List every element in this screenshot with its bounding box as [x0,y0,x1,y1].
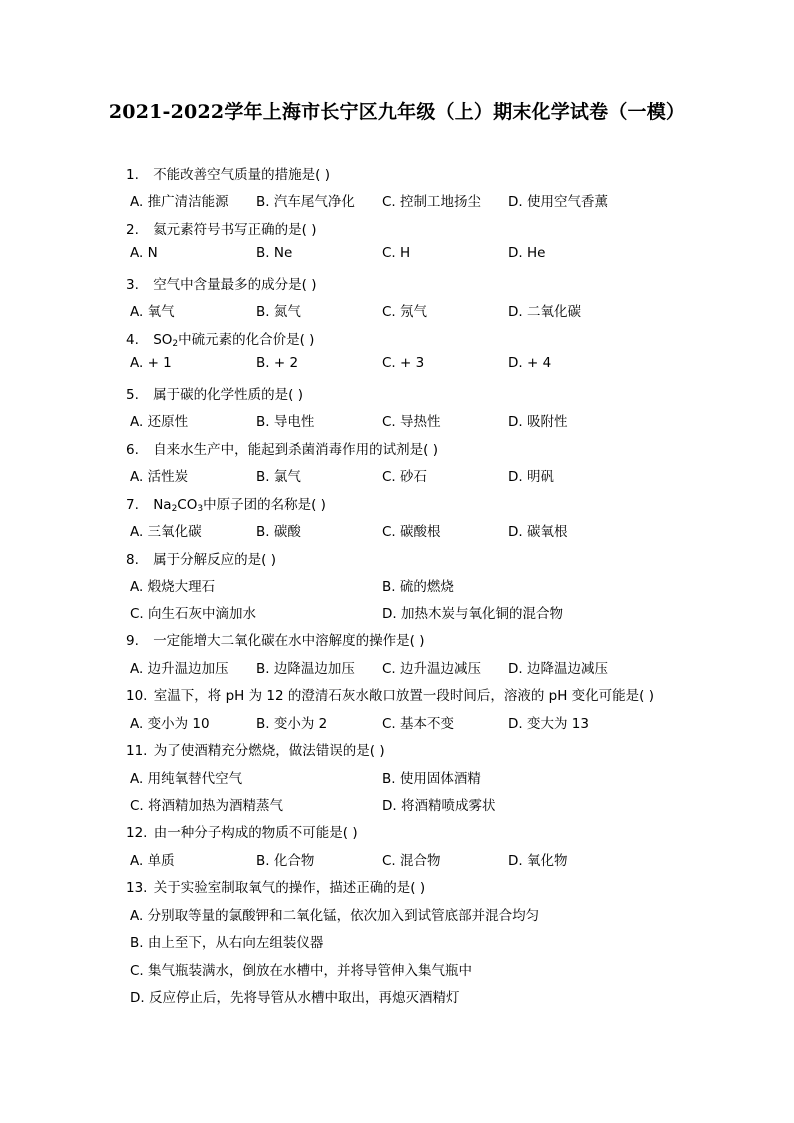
question-stem: 不能改善空气质量的措施是( ) [153,167,331,183]
option-c[interactable]: C. + 3 [382,355,425,371]
question-number: 1. [126,167,139,183]
page-title: 2021-2022学年上海市长宁区九年级（上）期末化学试卷（一模） [108,101,686,123]
question-2 [126,218,317,238]
question-13 [126,876,425,896]
option-b[interactable]: B. 使用固体酒精 [382,771,481,787]
question-stem: 空气中含量最多的成分是( ) [153,277,317,293]
question-5 [126,383,303,403]
question-stem: 属于碳的化学性质的是( ) [153,387,304,403]
option-d[interactable]: D. He [508,245,546,261]
option-d[interactable]: D. 将酒精喷成雾状 [382,798,496,814]
option-b[interactable]: B. 边降温边加压 [256,661,355,677]
option-c[interactable]: C. 控制工地扬尘 [382,194,482,210]
question-number: 8. [126,552,139,568]
option-a[interactable]: A. 三氧化碳 [130,524,202,540]
question-stem: 氦元素符号书写正确的是( ) [153,222,317,238]
question-10 [126,684,654,704]
option-b[interactable]: B. 碳酸 [256,524,301,540]
option-b[interactable]: B. 由上至下，从右向左组装仪器 [130,935,324,951]
question-number: 12. [126,825,148,841]
question-4 [126,328,314,349]
question-stem: 属于分解反应的是( ) [153,552,277,568]
option-a[interactable]: A. 变小为 10 [130,716,210,732]
option-c[interactable]: C. 向生石灰中滴加水 [130,606,257,622]
option-b[interactable]: B. Ne [256,245,293,261]
question-9 [126,629,425,649]
formula-so2: $SO_2$ [153,332,179,349]
option-a[interactable]: A. 分别取等量的氯酸钾和二氧化锰，依次加入到试管底部并混合均匀 [130,908,540,924]
option-a[interactable]: A. 氧气 [130,304,175,320]
option-d[interactable]: D. 氧化物 [508,853,568,869]
option-a[interactable]: A. 还原性 [130,414,189,430]
option-a[interactable]: A. 活性炭 [130,469,189,485]
question-stem: 中原子团的名称是( ) [203,497,326,513]
question-3 [126,273,317,293]
option-d[interactable]: D. 反应停止后，先将导管从水槽中取出，再熄灭酒精灯 [130,990,460,1006]
question-7 [126,493,326,514]
option-b[interactable]: B. 导电性 [256,414,315,430]
question-12 [126,821,358,841]
option-b[interactable]: B. 变小为 2 [256,716,328,732]
question-8 [126,548,276,568]
option-b[interactable]: B. 氯气 [256,469,301,485]
question-stem: 中硫元素的化合价是( ) [178,332,315,348]
option-c[interactable]: C. 混合物 [382,853,441,869]
question-stem: 由一种分子构成的物质不可能是( ) [153,825,358,841]
question-stem: 自来水生产中，能起到杀菌消毒作用的试剂是( ) [153,442,439,458]
option-d[interactable]: D. 使用空气香薰 [508,194,608,210]
question-6 [126,438,438,458]
question-stem: 一定能增大二氧化碳在水中溶解度的操作是( ) [153,633,425,649]
option-c[interactable]: C. H [382,245,411,261]
option-a[interactable]: A. 推广清洁能源 [130,194,229,210]
question-number: 11. [126,743,148,759]
option-c[interactable]: C. 氖气 [382,304,428,320]
option-a[interactable]: A. N [130,245,158,261]
option-a[interactable]: A. + 1 [130,355,172,371]
option-a[interactable]: A. 用纯氧替代空气 [130,771,243,787]
question-number: 5. [126,387,139,403]
question-number: 2. [126,222,139,238]
option-d[interactable]: D. + 4 [508,355,552,371]
question-number: 7. [126,497,139,513]
question-number: 3. [126,277,139,293]
question-1 [126,163,330,183]
option-b[interactable]: B. 化合物 [256,853,315,869]
option-c[interactable]: C. 边升温边减压 [382,661,482,677]
option-c[interactable]: C. 将酒精加热为酒精蒸气 [130,798,284,814]
question-number: 13. [126,880,148,896]
option-b[interactable]: B. + 2 [256,355,299,371]
question-number: 10. [126,688,148,704]
option-a[interactable]: A. 单质 [130,853,175,869]
option-d[interactable]: D. 变大为 13 [508,716,589,732]
option-d[interactable]: D. 二氧化碳 [508,304,581,320]
formula-na2co3: $Na_2CO_3$ [153,497,204,514]
question-number: 4. [126,332,139,348]
option-d[interactable]: D. 加热木炭与氧化铜的混合物 [382,606,563,622]
option-d[interactable]: D. 吸附性 [508,414,568,430]
question-stem: 室温下，将 pH 为 12 的澄清石灰水敞口放置一段时间后，溶液的 pH 变化可能是( ) [153,688,654,704]
option-c[interactable]: C. 基本不变 [382,716,455,732]
option-c[interactable]: C. 碳酸根 [382,524,441,540]
option-c[interactable]: C. 砂石 [382,469,428,485]
option-b[interactable]: B. 氮气 [256,304,301,320]
option-c[interactable]: C. 导热性 [382,414,441,430]
option-d[interactable]: D. 明矾 [508,469,554,485]
question-number: 9. [126,633,139,649]
option-a[interactable]: A. 煅烧大理石 [130,579,216,595]
option-d[interactable]: D. 边降温边减压 [508,661,608,677]
option-b[interactable]: B. 硫的燃烧 [382,579,454,595]
option-a[interactable]: A. 边升温边加压 [130,661,229,677]
question-stem: 关于实验室制取氧气的操作，描述正确的是( ) [153,880,426,896]
question-stem: 为了使酒精充分燃烧，做法错误的是( ) [153,743,385,759]
question-11 [126,739,385,759]
option-b[interactable]: B. 汽车尾气净化 [256,194,355,210]
option-c[interactable]: C. 集气瓶装满水，倒放在水槽中，并将导管伸入集气瓶中 [130,963,473,979]
question-number: 6. [126,442,139,458]
option-d[interactable]: D. 碳氧根 [508,524,568,540]
